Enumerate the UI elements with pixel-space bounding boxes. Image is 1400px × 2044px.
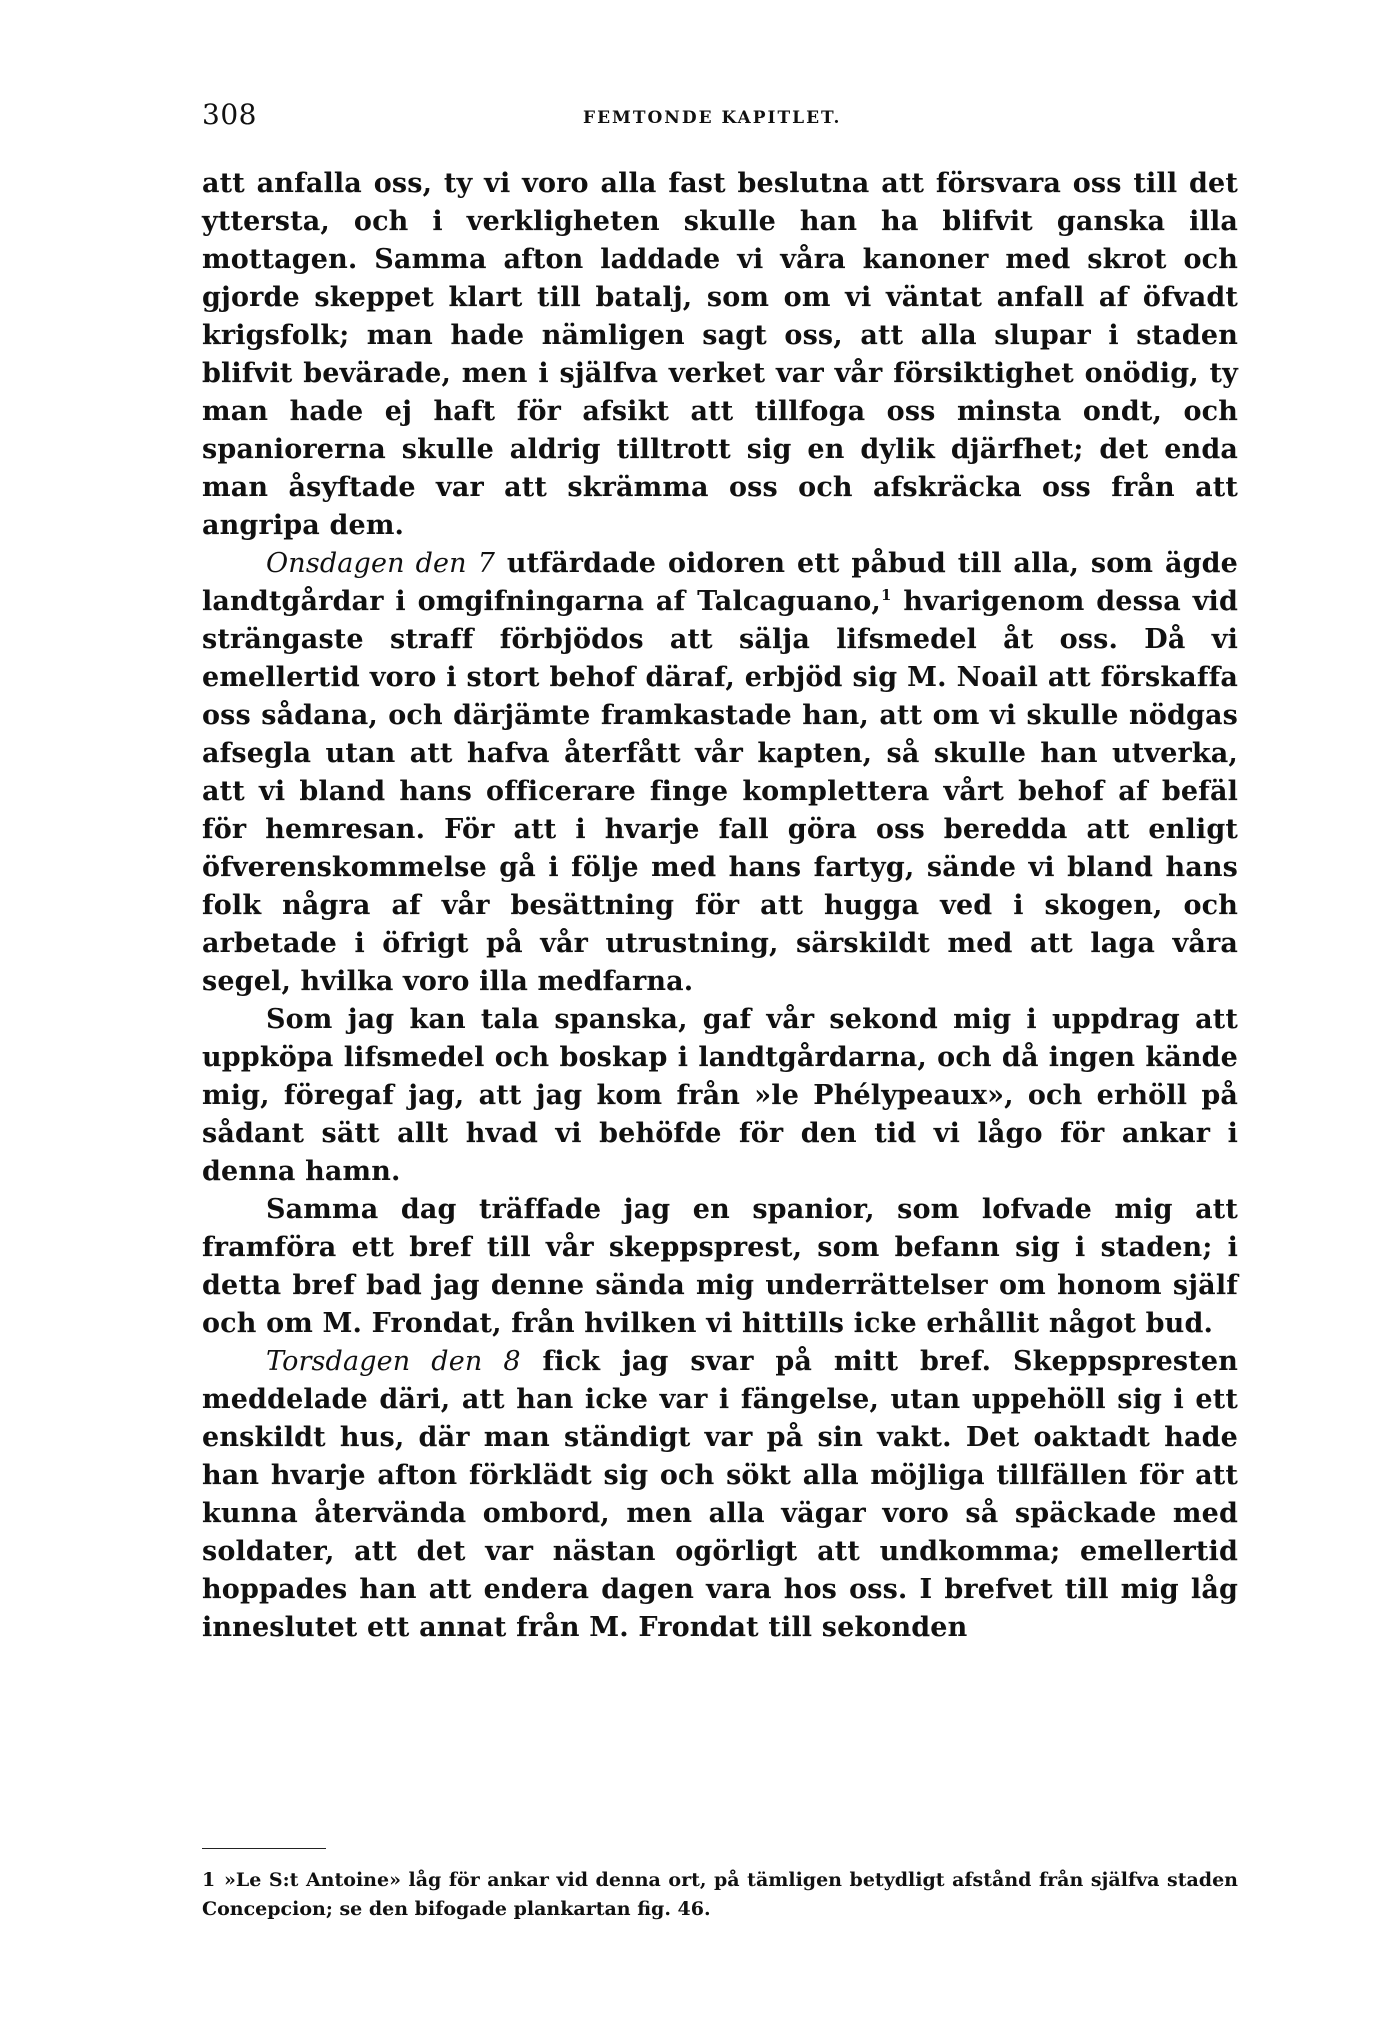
- paragraph-2: [202, 545, 1238, 1001]
- footnote-divider: [202, 1848, 326, 1849]
- paragraph-1: att anfalla oss, ty vi voro alla fast beslutna att försvara oss till det yttersta, och i verkligheten skulle han ha blifvit ganska illa mottagen. Samma afton laddade vi våra kanoner med skrot och gjorde skeppet klart till batalj, som om vi väntat anfall af öfvadt krigsfolk; man hade nämligen sagt oss, att alla slupar i staden blifvit bevärade, men i själfva verket var vår försiktighet onödig, ty man hade ej haft för afsikt att tillfoga oss minsta ondt, och spaniorerna skulle aldrig tilltrott sig en dylik djärfhet; det enda man åsyftade var att skrämma oss och afskräcka oss från att angripa dem.: [202, 168, 1238, 541]
- footnote: [202, 1866, 1238, 1924]
- paragraph-5-text: fick jag svar på mitt bref. Skeppspresten meddelade däri, att han icke var i fängelse, utan uppehöll sig i ett enskildt hus, där man ständigt var på sin vakt. Det oaktadt hade han hvarje afton förklädt sig och sökt alla möjliga tillfällen för att kunna återvända ombord, men alla vägar voro så späckade med soldater, att det var nästan ogörligt att undkomma; emellertid hoppades han att endera dagen vara hos oss. I brefvet till mig låg inneslutet ett annat från M. Frondat till sekonden: [202, 1346, 1238, 1643]
- footnote-reference: 1: [880, 586, 892, 604]
- paragraph-2-text-b: hvarigenom dessa vid strängaste straff förbjödos att sälja lifsmedel åt oss. Då vi emellertid voro i stort behof däraf, erbjöd sig M. Noail att förskaffa oss sådana, och därjämte framkastade han, att om vi skulle nödgas afsegla utan att hafva återfått vår kapten, så skulle han utverka, att vi bland hans officerare finge komplettera vårt behof af befäl för hemresan. För att i hvarje fall göra oss beredda att enligt öfverenskommelse gå i följe med hans fartyg, sände vi bland hans folk några af vår besättning för att hugga ved i skogen, och arbetade i öfrigt på vår utrustning, särskildt med att laga våra segel, hvilka voro illa medfarna.: [202, 586, 1238, 997]
- date-lead-torsdagen: Torsdagen den 8: [266, 1346, 521, 1377]
- date-lead-onsdagen: Onsdagen den 7: [266, 548, 496, 579]
- page-number: 308: [202, 98, 257, 131]
- footnote-mark: 1: [202, 1869, 216, 1891]
- footnote-text: »Le S:t Antoine» låg för ankar vid denna ort, på tämligen betydligt afstånd från själfva staden Concepcion; se den bifogade plankartan fig. 46.: [202, 1869, 1238, 1920]
- paragraph-4: Samma dag träffade jag en spanior, som lofvade mig att framföra ett bref till vår skeppsprest, som befann sig i staden; i detta bref bad jag denne sända mig underrättelser om honom själf och om M. Frondat, från hvilken vi hittills icke erhållit något bud.: [202, 1194, 1238, 1339]
- paragraph-5: [202, 1343, 1238, 1647]
- page-header: [202, 98, 1238, 138]
- main-text: [202, 165, 1238, 1647]
- paragraph-3: Som jag kan tala spanska, gaf vår sekond mig i uppdrag att uppköpa lifsmedel och boskap i landtgårdarna, och då ingen kände mig, föregaf jag, att jag kom från »le Phélypeaux», och erhöll på sådant sätt allt hvad vi behöfde för den tid vi lågo för ankar i denna hamn.: [202, 1004, 1238, 1187]
- running-head: FEMTONDE KAPITLET.: [583, 108, 842, 128]
- paragraph-2-text-a: utfärdade oidoren ett påbud till alla, som ägde landtgårdar i omgifningarna af Talcaguano,: [202, 548, 1238, 617]
